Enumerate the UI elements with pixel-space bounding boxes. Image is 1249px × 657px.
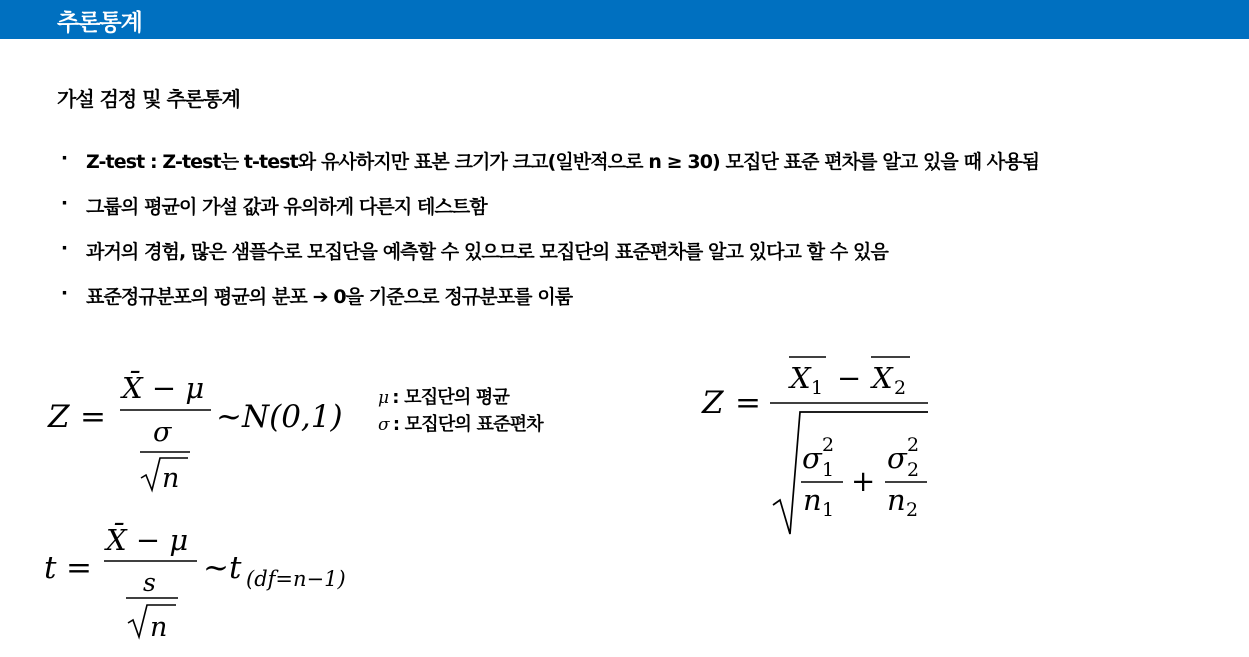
section-heading: 가설 검정 및 추론통계 bbox=[57, 87, 240, 111]
t-numerator: X̄ − μ bbox=[106, 523, 189, 557]
z2-t2-n-sub: 2 bbox=[906, 499, 919, 521]
formula-area bbox=[0, 330, 1249, 657]
z-two-sample-formula bbox=[701, 357, 928, 534]
legend-symbol: μ bbox=[378, 388, 389, 408]
z-denom-n: n bbox=[162, 463, 180, 494]
bullet-marker: · bbox=[60, 282, 68, 304]
t-denom-n: n bbox=[150, 612, 168, 643]
t-distribution: ~t bbox=[203, 550, 242, 586]
t-formula bbox=[44, 522, 346, 643]
z2-num-x1-sub: 1 bbox=[811, 377, 824, 399]
z2-num-x2-sub: 2 bbox=[894, 377, 907, 399]
z-numerator: X̄ − μ bbox=[122, 371, 205, 405]
bullet-text: 그룹의 평균이 가설 값과 유의하게 다른지 테스트함 bbox=[86, 196, 487, 218]
z2-t1-sigma-sub: 1 bbox=[822, 459, 835, 481]
header-bar bbox=[0, 0, 1249, 39]
t-equals: = bbox=[66, 550, 92, 586]
z-lhs: Z bbox=[48, 399, 70, 435]
z2-plus: + bbox=[851, 464, 876, 498]
z2-t2-sigma-sup: 2 bbox=[907, 434, 920, 456]
t-lhs: t bbox=[44, 550, 57, 586]
z2-t2-sigma: σ bbox=[887, 441, 907, 475]
bullet-marker: · bbox=[60, 147, 68, 169]
z2-t1-sigma-sup: 2 bbox=[822, 434, 835, 456]
bullet-marker: · bbox=[60, 192, 68, 214]
z2-t1-n: n bbox=[803, 483, 822, 517]
z-equals: = bbox=[80, 399, 106, 435]
z2-num-x2: X bbox=[872, 361, 893, 395]
z2-lhs: Z bbox=[702, 385, 724, 421]
legend-label: : 모집단의 평균 bbox=[392, 387, 510, 408]
z2-t1-sigma: σ bbox=[802, 441, 822, 475]
z2-t1-n-sub: 1 bbox=[822, 499, 835, 521]
bullet-text: Z-test : Z-test는 t-test와 유사하지만 표본 크기가 크고(일반적으로 n ≥ 30) 모집단 표준 편차를 알고 있을 때 사용됨 bbox=[86, 151, 1040, 173]
legend-label: : 모집단의 표준편차 bbox=[392, 414, 543, 435]
z-formula bbox=[47, 370, 343, 494]
z-denom-sigma: σ bbox=[153, 417, 172, 448]
bullet-text: 표준정규분포의 평균의 분포 ➔ 0을 기준으로 정규분포를 이룸 bbox=[86, 286, 573, 308]
z-distribution: ~N(0,1) bbox=[216, 399, 343, 435]
bullet-marker: · bbox=[60, 237, 68, 259]
z2-t2-sigma-sub: 2 bbox=[907, 459, 920, 481]
bullet-text: 과거의 경험, 많은 샘플수로 모집단을 예측할 수 있으므로 모집단의 표준편차를 알고 있다고 할 수 있음 bbox=[86, 241, 888, 263]
z2-num-minus: − bbox=[837, 361, 862, 395]
z2-num-x1: X bbox=[790, 361, 811, 395]
z2-t2-n: n bbox=[887, 483, 906, 517]
slide-title: 추론통계 bbox=[57, 10, 142, 36]
legend-symbol: σ bbox=[378, 415, 389, 435]
t-degrees-of-freedom: (df=n−1) bbox=[246, 567, 346, 591]
t-denom-s: s bbox=[143, 568, 156, 597]
z2-equals: = bbox=[735, 385, 761, 421]
